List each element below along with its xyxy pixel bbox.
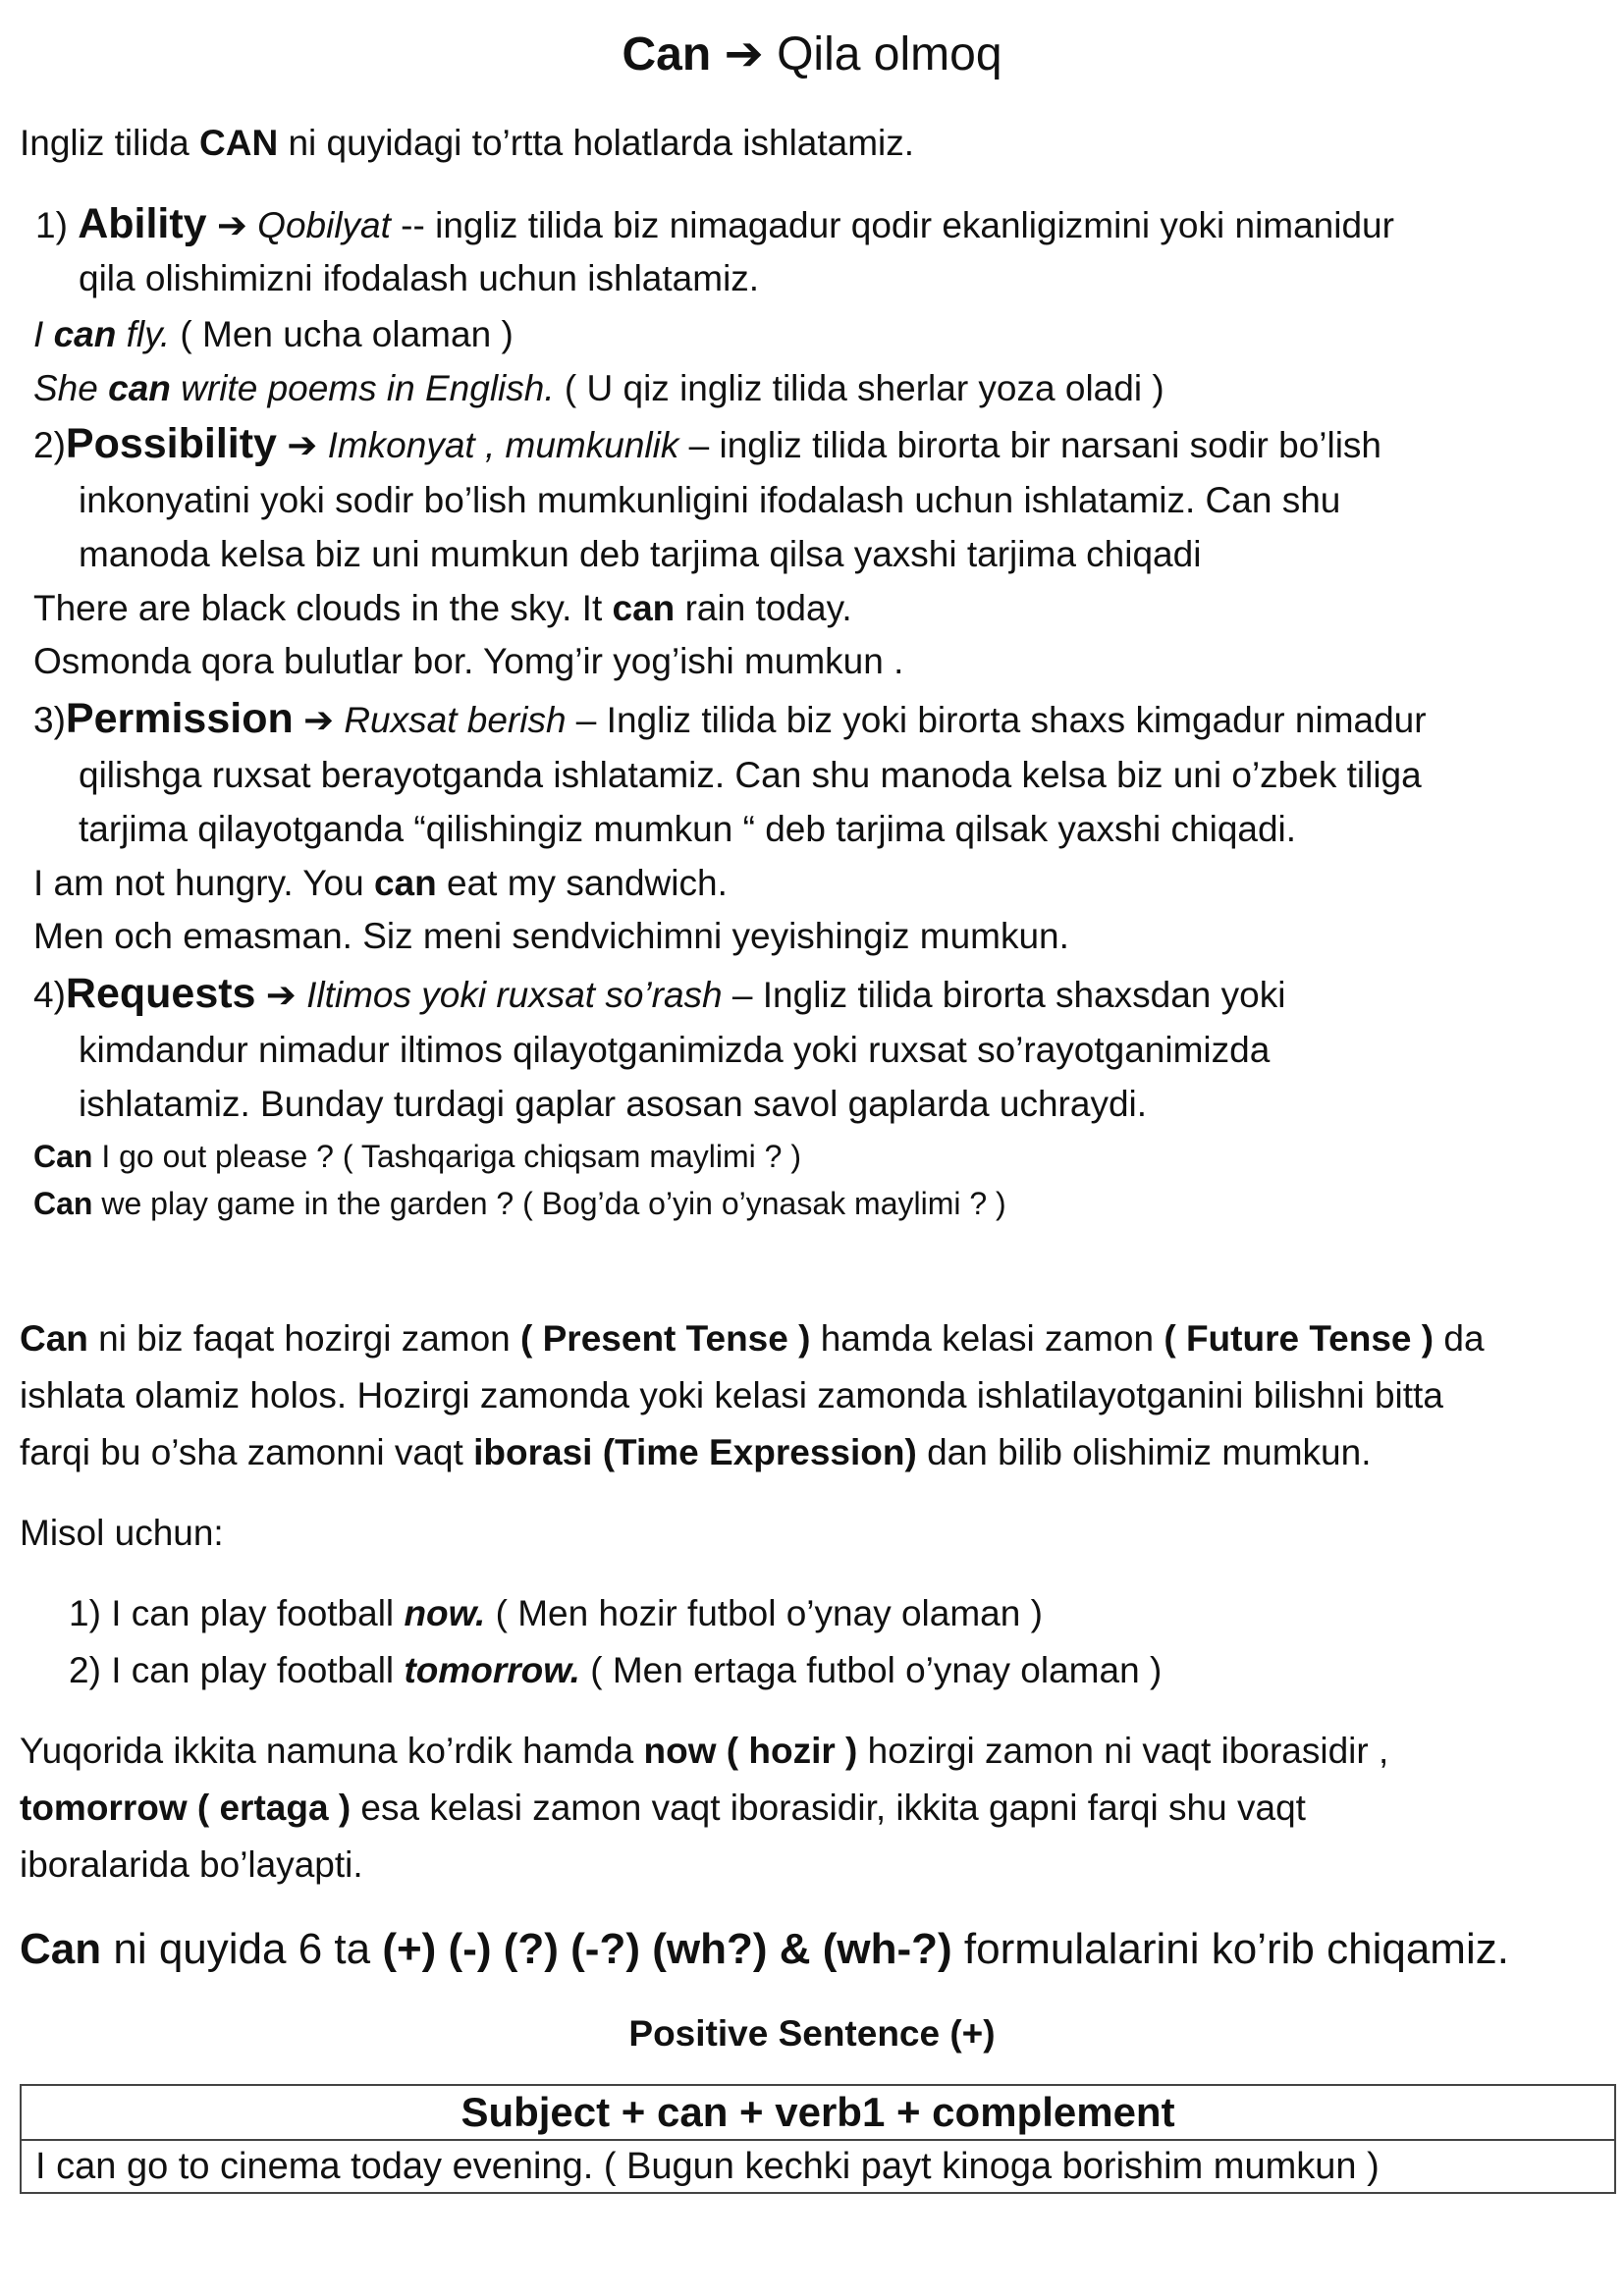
para1-line-1 xyxy=(20,1317,1485,1361)
example-rain-translation: Osmonda qora bulutlar bor. Yomg’ir yog’ishi mumkun . xyxy=(33,641,904,681)
list-item-tomorrow xyxy=(69,1649,1162,1692)
misol-label: Misol uchun: xyxy=(20,1513,224,1553)
text: Yuqorida ikkita namuna ko’rdik hamda xyxy=(20,1731,644,1771)
item-permission-heading xyxy=(33,697,1427,742)
list-item-now xyxy=(69,1592,1043,1635)
text: esa kelasi zamon vaqt iborasidir, ikkita gapni farqi shu vaqt xyxy=(351,1788,1306,1828)
text: dan bilib olishimiz mumkun. xyxy=(916,1432,1372,1472)
example-sandwich xyxy=(33,862,728,905)
future-tense: ( Future Tense ) xyxy=(1164,1318,1435,1359)
arrow-right-icon: ➔ xyxy=(216,205,247,245)
ex-text: eat my sandwich. xyxy=(436,863,728,903)
list-number: 2) xyxy=(69,1650,101,1690)
item-number: 3) xyxy=(33,700,66,740)
item-number: 2) xyxy=(33,425,66,465)
ex-can: can xyxy=(108,368,171,408)
example-write-poems xyxy=(33,367,1164,410)
formula-header-cell: Subject + can + verb1 + complement xyxy=(21,2085,1615,2140)
page-title xyxy=(0,27,1624,82)
ex-can: can xyxy=(612,588,676,628)
item-description: – Ingliz tilida birorta shaxsdan yoki xyxy=(722,975,1286,1015)
item-description: -- ingliz tilida biz nimagadur qodir ekanligizmini yoki nimanidur xyxy=(390,205,1394,245)
ex-text: rain today. xyxy=(675,588,852,628)
text: ni quyida 6 ta xyxy=(101,1925,383,1973)
ex-translation: ( U qiz ingliz tilida sherlar yoza oladi ) xyxy=(554,368,1164,408)
text: hamda kelasi zamon xyxy=(810,1318,1164,1359)
ex-can: Can xyxy=(33,1186,93,1221)
arrow-right-icon: ➔ xyxy=(265,975,297,1015)
present-tense: ( Present Tense ) xyxy=(520,1318,811,1359)
translation: ( Men hozir futbol o’ynay olaman ) xyxy=(485,1593,1043,1633)
ex-can: Can xyxy=(33,1139,93,1174)
item-ability-heading xyxy=(35,202,1394,247)
tomorrow-word: tomorrow ( ertaga ) xyxy=(20,1788,352,1828)
now-word: now ( hozir ) xyxy=(643,1731,858,1771)
formula-symbols: (+) (-) (?) (-?) (wh?) & (wh-?) xyxy=(382,1925,952,1973)
formula-example-cell: I can go to cinema today evening. ( Bugun kechki payt kinoga borishim mumkun ) xyxy=(21,2140,1615,2193)
item-description: – ingliz tilida birorta bir narsani sodir bo’lish xyxy=(678,425,1382,465)
ex-text: She xyxy=(33,368,109,408)
can-word: Can xyxy=(20,1925,102,1973)
title-translation: Qila olmoq xyxy=(777,28,1002,80)
item-possibility-heading xyxy=(33,422,1381,467)
ex-text: fly. xyxy=(116,314,171,354)
table-row xyxy=(21,2140,1615,2193)
time-word: tomorrow. xyxy=(404,1650,580,1690)
formula-table xyxy=(20,2084,1616,2194)
table-row xyxy=(21,2085,1615,2140)
translation: ( Men ertaga futbol o’ynay olaman ) xyxy=(579,1650,1163,1690)
item-translation: Qobilyat xyxy=(257,205,391,245)
arrow-right-icon: ➔ xyxy=(724,28,764,80)
intro-text-c: ni quyidagi to’rtta holatlarda ishlatamiz. xyxy=(278,123,915,163)
item-title: Ability xyxy=(78,200,207,247)
can-word: Can xyxy=(20,1318,88,1359)
text: I can play football xyxy=(111,1593,405,1633)
item-possibility-desc-3: manoda kelsa biz uni mumkun deb tarjima qilsa yaxshi tarjima chiqadi xyxy=(79,534,1202,574)
item-ability-desc-2: qila olishimizni ifodalash uchun ishlatamiz. xyxy=(79,258,760,298)
example-can-fly xyxy=(33,313,514,356)
item-permission-desc-2: qilishga ruxsat berayotganda ishlatamiz. Can shu manoda kelsa biz uni o’zbek tiliga xyxy=(79,755,1422,795)
item-title: Permission xyxy=(65,695,294,742)
positive-sentence-heading xyxy=(0,2012,1624,2056)
para1-line-2: ishlata olamiz holos. Hozirgi zamonda yoki kelasi zamonda ishlatilayotganini bilishni bitta xyxy=(20,1375,1443,1415)
para2-line-3: iboralarida bo’layapti. xyxy=(20,1844,363,1885)
title-can: Can xyxy=(622,28,712,80)
item-title: Possibility xyxy=(65,420,277,467)
ex-can: can xyxy=(53,314,117,354)
item-permission-desc-3: tarjima qilayotganda “qilishingiz mumkun “ deb tarjima qilsak yaxshi chiqadi. xyxy=(79,809,1297,849)
example-play-game xyxy=(33,1184,1006,1223)
ex-text: There are black clouds in the sky. It xyxy=(33,588,613,628)
heading-text: Positive Sentence (+) xyxy=(628,2013,996,2054)
example-go-out xyxy=(33,1137,801,1176)
text: da xyxy=(1434,1318,1485,1359)
para1-line-3 xyxy=(20,1431,1371,1474)
item-translation: Ruxsat berish xyxy=(344,700,567,740)
ex-text: I xyxy=(33,314,54,354)
text: formulalarini ko’rib chiqamiz. xyxy=(951,1925,1509,1973)
item-requests-heading xyxy=(33,972,1285,1017)
ex-translation: ( Men ucha olaman ) xyxy=(170,314,514,354)
ex-text: I go out please ? ( Tashqariga chiqsam maylimi ? ) xyxy=(92,1139,801,1174)
intro-line xyxy=(20,122,914,165)
example-sandwich-translation: Men och emasman. Siz meni sendvichimni yeyishingiz mumkun. xyxy=(33,916,1069,956)
arrow-right-icon: ➔ xyxy=(287,425,318,465)
item-requests-desc-3: ishlatamiz. Bunday turdagi gaplar asosan savol gaplarda uchraydi. xyxy=(79,1084,1148,1124)
text: I can play football xyxy=(111,1650,405,1690)
item-number: 4) xyxy=(33,975,66,1015)
text: farqi bu o’sha zamonni vaqt xyxy=(20,1432,474,1472)
item-translation: Iltimos yoki ruxsat so’rash xyxy=(306,975,723,1015)
para2-line-2 xyxy=(20,1787,1306,1830)
item-translation: Imkonyat , mumkunlik xyxy=(327,425,679,465)
item-description: – Ingliz tilida biz yoki birorta shaxs kimgadur nimadur xyxy=(566,700,1427,740)
ex-text: we play game in the garden ? ( Bog’da o’yin o’ynasak maylimi ? ) xyxy=(92,1186,1006,1221)
time-expression: iborasi (Time Expression) xyxy=(473,1432,917,1472)
intro-text-a: Ingliz tilida xyxy=(20,123,200,163)
intro-can: CAN xyxy=(199,123,279,163)
text: hozirgi zamon ni vaqt iborasidir , xyxy=(857,1731,1389,1771)
item-number: 1) xyxy=(35,205,68,245)
para2-line-1 xyxy=(20,1730,1388,1773)
list-number: 1) xyxy=(69,1593,101,1633)
ex-text: write poems in English. xyxy=(170,368,555,408)
text: ni biz faqat hozirgi zamon xyxy=(87,1318,521,1359)
item-title: Requests xyxy=(65,970,256,1017)
formulas-line xyxy=(20,1924,1509,1975)
time-word: now. xyxy=(404,1593,486,1633)
ex-can: can xyxy=(373,863,437,903)
arrow-right-icon: ➔ xyxy=(303,700,335,740)
ex-text: I am not hungry. You xyxy=(33,863,374,903)
item-requests-desc-2: kimdandur nimadur iltimos qilayotganimizda yoki ruxsat so’rayotganimizda xyxy=(79,1030,1271,1070)
example-rain xyxy=(33,587,852,630)
item-possibility-desc-2: inkonyatini yoki sodir bo’lish mumkunligini ifodalash uchun ishlatamiz. Can shu xyxy=(79,480,1341,520)
